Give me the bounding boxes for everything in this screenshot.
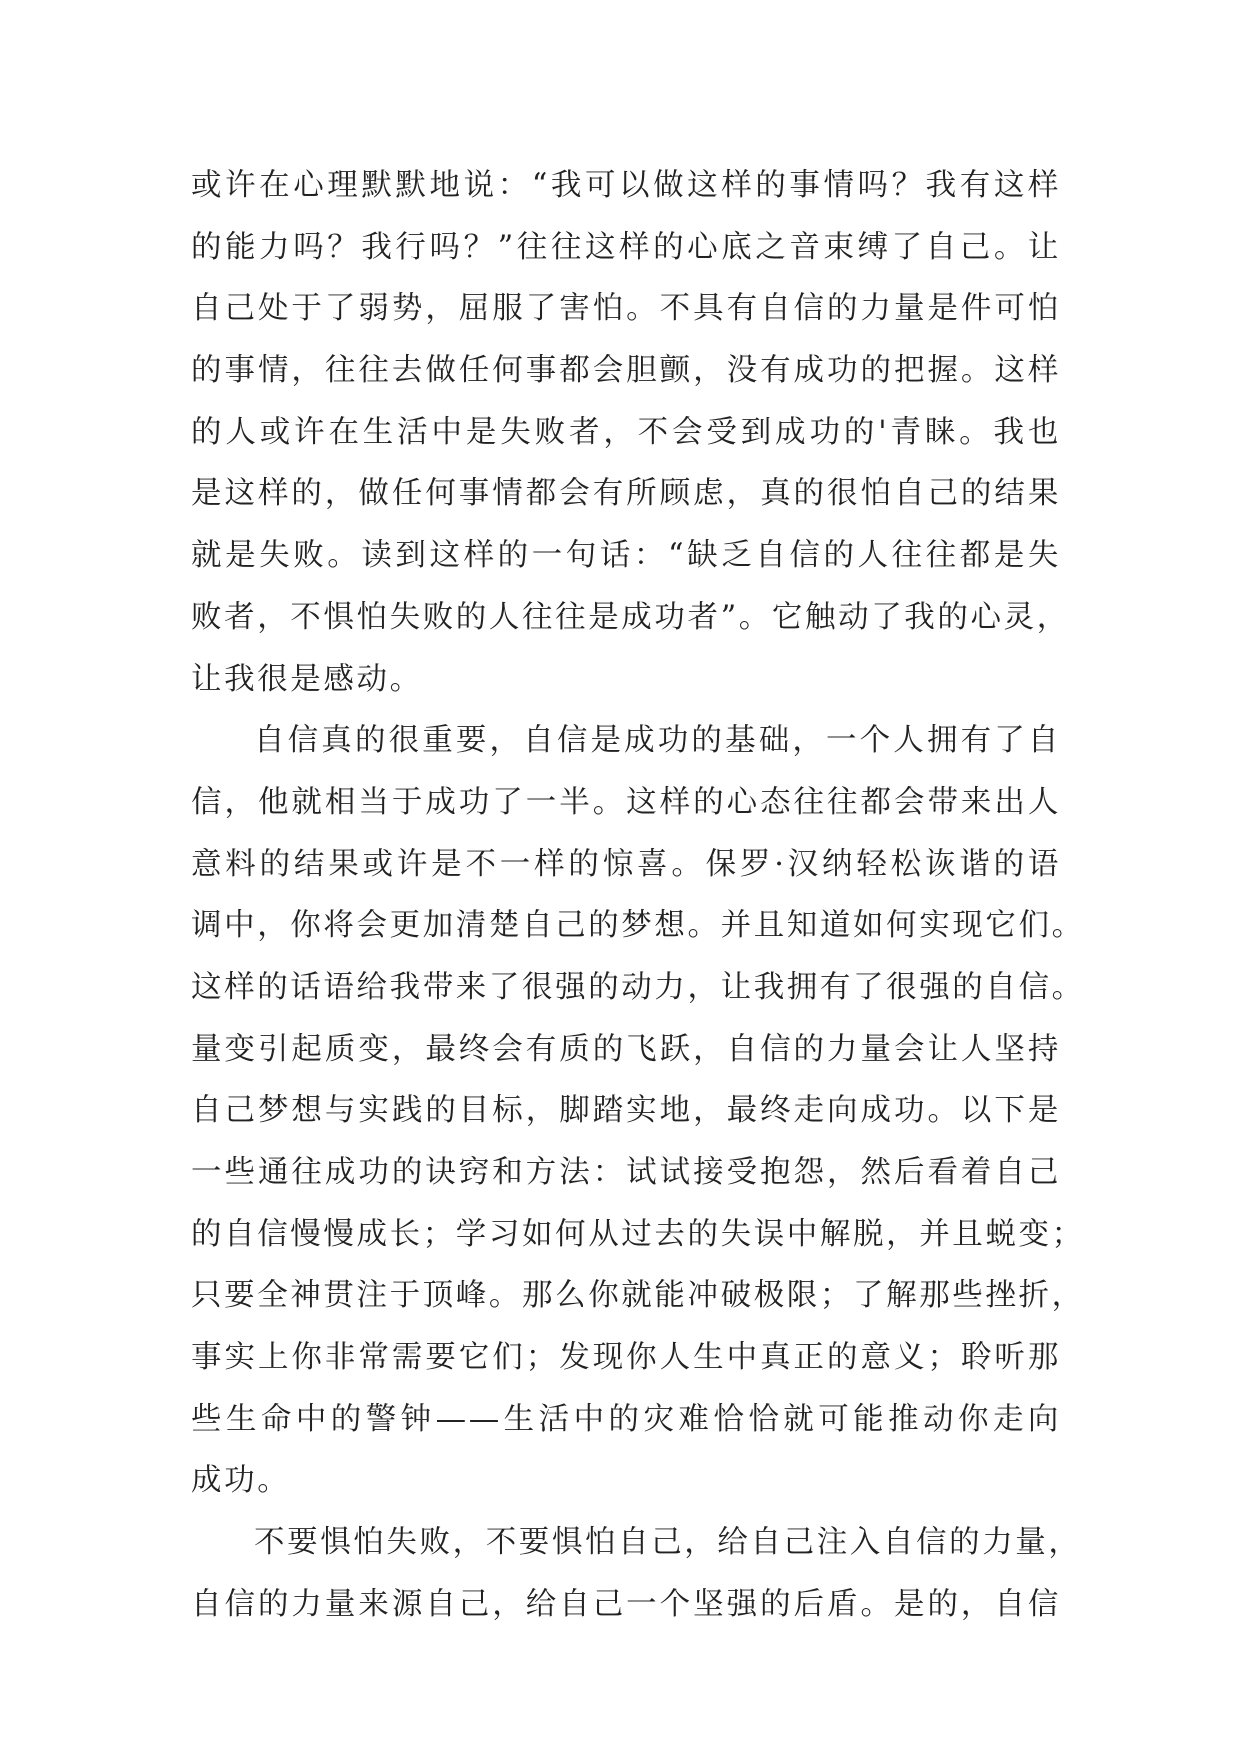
document-body	[191, 155, 1085, 1636]
text-line: 一些通往成功的诀窍和方法：试试接受抱怨，然后看着自己	[191, 1155, 1061, 1190]
text-line: 信，他就相当于成功了一半。这样的心态往往都会带来出人	[191, 784, 1061, 820]
text-line: 的能力吗？我行吗？”往往这样的心底之音束缚了自己。让	[191, 229, 1061, 265]
text-line: 调中，你将会更加清楚自己的梦想。并且知道如何实现它们。	[191, 908, 1085, 944]
text-line: 败者，不惧怕失败的人往往是成功者”。它触动了我的心灵，	[191, 599, 1070, 635]
text-line: 事实上你非常需要它们；发现你人生中真正的意义；聆听那	[191, 1340, 1061, 1376]
text-line: 成功。	[191, 1463, 291, 1499]
text-line: 自己处于了弱势，屈服了害怕。不具有自信的力量是件可怕	[191, 291, 1061, 327]
text-line: 这样的话语给我带来了很强的动力，让我拥有了很强的自信。	[191, 969, 1085, 1005]
text-line: 的事情，往往去做任何事都会胆颤，没有成功的把握。这样	[191, 353, 1061, 389]
paragraph-2	[191, 710, 1085, 1512]
text-line: 些生命中的警钟——生活中的灾难恰恰就可能推动你走向	[191, 1401, 1061, 1437]
text-line: 自信真的很重要，自信是成功的基础，一个人拥有了自	[254, 723, 1061, 759]
text-line: 的自信慢慢成长；学习如何从过去的失误中解脱，并且蜕变；	[191, 1216, 1085, 1252]
text-line: 的人或许在生活中是失败者，不会受到成功的'青睐。我也	[191, 414, 1061, 450]
text-line: 量变引起质变，最终会有质的飞跃，自信的力量会让人坚持	[191, 1031, 1061, 1067]
text-line: 是这样的，做任何事情都会有所顾虑，真的很怕自己的结果	[191, 476, 1061, 512]
text-line: 自己梦想与实践的目标，脚踏实地，最终走向成功。以下是	[191, 1093, 1061, 1129]
text-line: 就是失败。读到这样的一句话：“缺乏自信的人往往都是失	[191, 538, 1061, 574]
text-line: 或许在心理默默地说：“我可以做这样的事情吗？我有这样	[191, 168, 1061, 203]
paragraph-1	[191, 155, 1070, 710]
text-line: 让我很是感动。	[191, 661, 423, 697]
text-line: 意料的结果或许是不一样的惊喜。保罗·汉纳轻松诙谐的语	[191, 846, 1061, 882]
paragraph-3	[191, 1512, 1082, 1635]
text-line: 只要全神贯注于顶峰。那么你就能冲破极限；了解那些挫折，	[191, 1278, 1085, 1314]
text-line: 自信的力量来源自己，给自己一个坚强的后盾。是的，自信	[191, 1586, 1061, 1622]
text-line: 不要惧怕失败，不要惧怕自己，给自己注入自信的力量，	[254, 1525, 1082, 1561]
